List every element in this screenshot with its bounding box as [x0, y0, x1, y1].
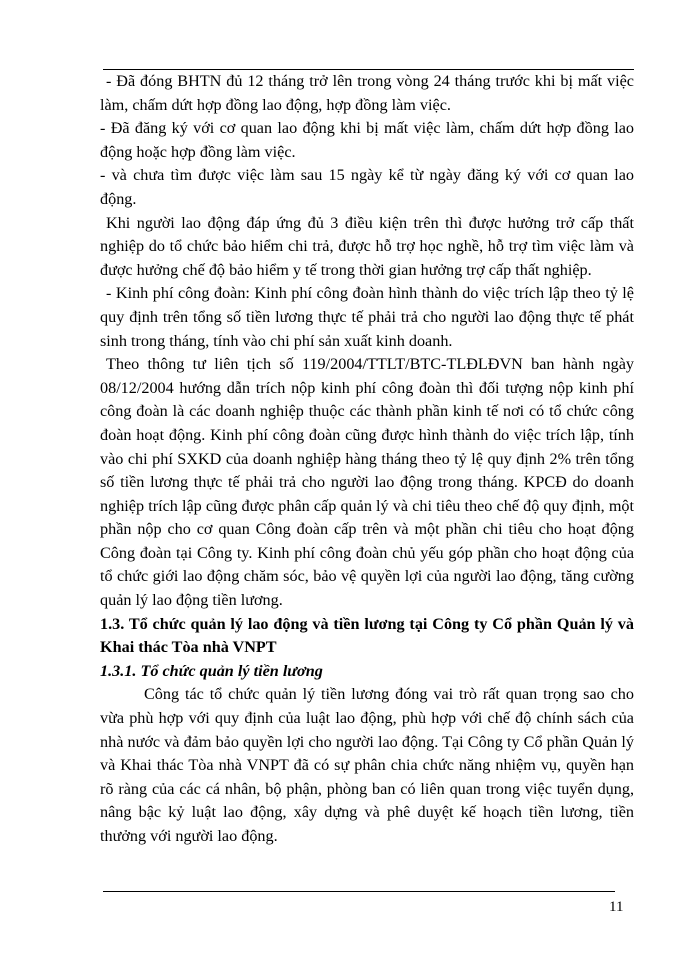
page-number: 11 [609, 899, 624, 915]
paragraph-eligibility: Khi người lao động đáp ứng đủ 3 điều kiện trên thì được hưởng trở cấp thất nghiệp do tổ chức bảo hiểm chi trả, được hỗ trợ học nghề, hỗ trợ tìm việc làm và được hưởng chế độ bảo hiểm y tế trong thời gian hưởng trợ cấp thất nghiệp. [100, 213, 634, 279]
bullet-registration: - Đã đăng ký với cơ quan lao động khi bị mất việc làm, chấm dứt hợp đồng lao động hoặc hợp đồng làm việc. [100, 119, 634, 161]
section-heading: 1.3. Tổ chức quản lý lao động và tiền lương tại Công ty Cổ phần Quản lý và Khai thác Tòa nhà VNPT [100, 614, 634, 657]
paragraph-salary-management: Công tác tổ chức quản lý tiền lương đóng vai trò rất quan trọng sao cho vừa phù hợp với quy định của luật lao động, phù hợp với chế độ chính sách của nhà nước và đảm bảo quyền lợi cho người lao động. Tại Công ty Cổ phần Quản lý và Khai thác Tòa nhà VNPT đã có sự phân chia chức năng nhiệm vụ, quyền hạn rõ ràng của các cá nhân, bộ phận, phòng ban có liên quan trong việc tuyển dụng, nâng bậc kỷ luật lao động, xây dựng và phê duyệt kế hoạch tiền lương, tiền thưởng với người lao động. [100, 685, 634, 845]
bullet-union-fee: - Kinh phí công đoàn: Kinh phí công đoàn hình thành do việc trích lập theo tỷ lệ quy định trên tổng số tiền lương thực tế phải trả cho người lao động thực tế phát sinh trong tháng, tính vào chi phí sản xuất kinh doanh. [100, 284, 634, 350]
paragraph-circular: Theo thông tư liên tịch số 119/2004/TTLT/BTC-TLĐLĐVN ban hành ngày 08/12/2004 hướng dẫn trích nộp kinh phí công đoàn thì đối tượng nộp kinh phí công đoàn là các doanh nghiệp thuộc các thành phần kinh tế nơi có tổ chức công đoàn hoạt động. Kinh phí công đoàn cũng được hình thành do việc trích lập, tính vào chi phí SXKD của doanh nghiệp hàng tháng theo tỷ lệ quy định 2% trên tổng số tiền lương thực tế phải trả cho người lao động trong tháng. KPCĐ do doanh nghiệp trích lập cũng được phân cấp quản lý và chi tiêu theo chế độ quy định, một phần nộp cho cơ quan Công đoàn cấp trên và một phần chi tiêu cho hoạt động Công đoàn tại Công ty. Kinh phí công đoàn chủ yếu góp phần cho hoạt động của tổ chức giới lao động chăm sóc, bảo vệ quyền lợi của người lao động, tăng cường quản lý lao động tiền lương. [100, 355, 634, 610]
bullet-bhtn-contribution: - Đã đóng BHTN đủ 12 tháng trở lên trong vòng 24 tháng trước khi bị mất việc làm, chấm dứt hợp đồng lao động, hợp đồng làm việc. [100, 72, 634, 114]
footer-rule [103, 891, 615, 892]
page-content [100, 70, 634, 849]
subsection-heading: 1.3.1. Tổ chức quản lý tiền lương [100, 661, 323, 680]
bullet-unemployed: - và chưa tìm được việc làm sau 15 ngày kể từ ngày đăng ký với cơ quan lao động. [100, 166, 634, 208]
